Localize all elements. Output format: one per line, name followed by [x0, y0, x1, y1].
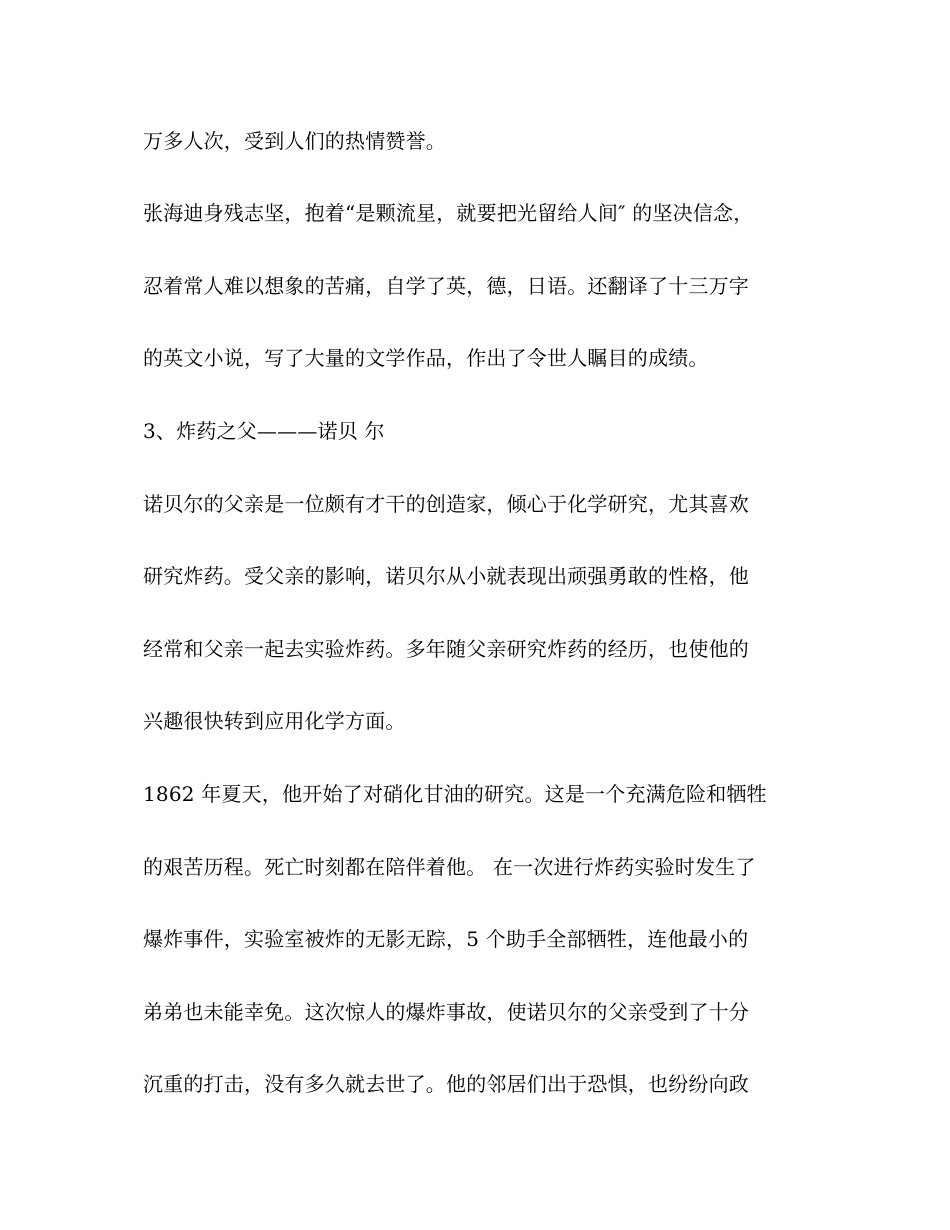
text-line: 忍着常人难以想象的苦痛，自学了英，德，日语。还翻译了十三万字	[143, 274, 749, 298]
section-heading: 3、炸药之父———诺贝 尔	[143, 419, 385, 443]
text-line: 爆炸事件，实验室被炸的无影无踪，5 个助手全部牺牲，连他最小的	[143, 927, 749, 951]
text-line: 沉重的打击，没有多久就去世了。他的邻居们出于恐惧，也纷纷向政	[143, 1072, 749, 1096]
text-line: 的艰苦历程。死亡时刻都在陪伴着他。 在一次进行炸药实验时发生了	[143, 855, 756, 879]
text-line: 诺贝尔的父亲是一位颇有才干的创造家，倾心于化学研究，尤其喜欢	[143, 492, 749, 516]
text-line: 万多人次，受到人们的热情赞誉。	[143, 129, 446, 153]
text-line: 张海迪身残志坚，抱着“是颗流星，就要把光留给人间″ 的坚决信念，	[143, 201, 754, 225]
text-line: 研究炸药。受父亲的影响，诺贝尔从小就表现出顽强勇敢的性格，他	[143, 564, 749, 588]
text-line: 弟弟也未能幸免。这次惊人的爆炸事故，使诺贝尔的父亲受到了十分	[143, 1000, 749, 1024]
text-line: 经常和父亲一起去实验炸药。多年随父亲研究炸药的经历，也使他的	[143, 637, 749, 661]
text-line: 1862 年夏天，他开始了对硝化甘油的研究。这是一个充满危险和牺牲	[143, 782, 767, 806]
text-line: 兴趣很快转到应用化学方面。	[143, 709, 406, 733]
text-line: 的英文小说，写了大量的文学作品，作出了令世人瞩目的成绩。	[143, 346, 709, 370]
